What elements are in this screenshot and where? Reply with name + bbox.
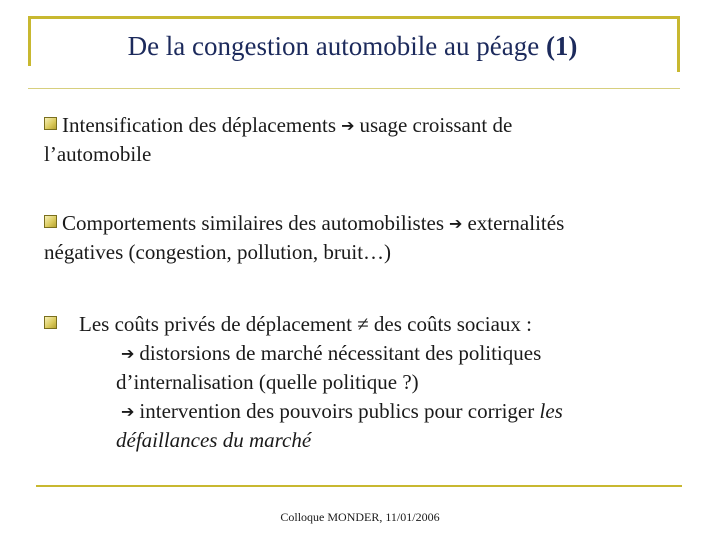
slide-title-text: De la congestion automobile au péage [127,31,540,61]
bullet-item-2 [44,209,664,267]
bullet-2-text: Comportements similaires des automobilistes [62,211,445,235]
slide-title-number: (1) [545,31,578,61]
bullet-1-text: Intensification des déplacements [62,113,337,137]
bullet-3-text: Les coûts privés de déplacement ≠ des coûts sociaux : [79,312,532,336]
square-bullet-icon [44,316,57,329]
slide-title [30,30,675,62]
bullet-item-1 [44,111,664,169]
bullet-2-continuation: négatives (congestion, pollution, bruit…) [44,240,392,264]
sub-point-2 [44,397,664,455]
bullet-1-result: usage croissant de [359,113,513,137]
frame-top-border [28,16,680,19]
sub-point-2-emphasis: les [539,399,563,423]
right-arrow-icon: ➔ [341,116,355,135]
sub-point-2-emphasis-continuation: défaillances du marché [116,428,312,452]
square-bullet-icon [44,215,57,228]
bullet-item-3 [44,310,664,455]
sub-point-1 [44,339,664,397]
sub-point-2-text: intervention des pouvoirs publics pour corriger [139,399,535,423]
right-arrow-icon: ➔ [121,402,135,421]
sub-point-1-text: distorsions de marché nécessitant des politiques [139,341,542,365]
sub-point-1-continuation: d’internalisation (quelle politique ?) [116,370,419,394]
header-divider [28,88,680,89]
footer-divider [36,485,682,487]
right-arrow-icon: ➔ [449,214,463,233]
square-bullet-icon [44,117,57,130]
bullet-2-result: externalités [467,211,565,235]
bullet-1-continuation: l’automobile [44,142,152,166]
right-arrow-icon: ➔ [121,344,135,363]
frame-right-border [677,16,680,72]
slide-footer: Colloque MONDER, 11/01/2006 [280,510,440,524]
